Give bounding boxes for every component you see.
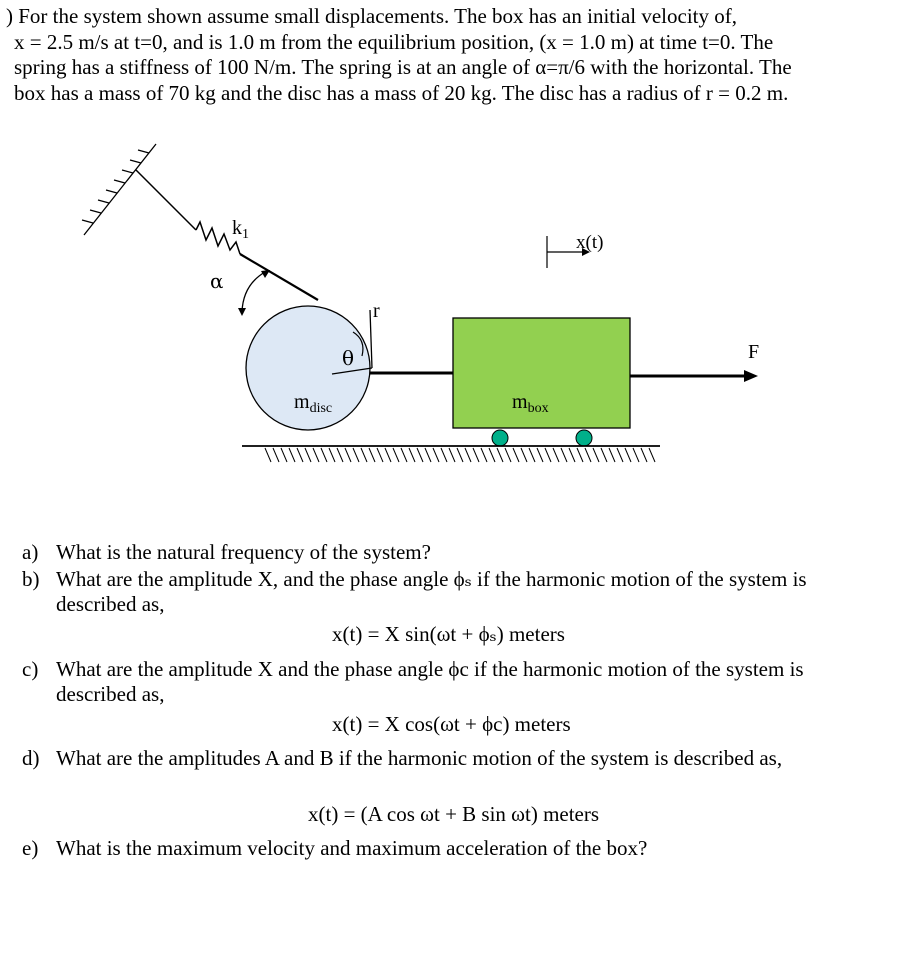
displacement-label: x(t) (576, 232, 604, 253)
question-label: e) (22, 836, 39, 860)
fixed-wall (82, 144, 156, 235)
question-label: b) (22, 567, 40, 591)
question-label: d) (22, 746, 40, 770)
question-text: What are the amplitudes A and B if the harmonic motion of the system is described as, (56, 746, 783, 770)
force-label: F (748, 341, 760, 363)
spring-k1 (136, 170, 318, 300)
equation-sin-form: x(t) = X sin(ωt + ϕₛ) meters (332, 622, 565, 646)
question-text: What is the natural frequency of the system? (56, 540, 431, 564)
spring-label: $k_1$ (232, 217, 249, 242)
equation-cos-form: x(t) = X cos(ωt + ϕc) meters (332, 712, 571, 736)
box-mass-label: $m_{box}$ (512, 391, 549, 416)
question-text: What are the amplitude X, and the phase angle ϕₛ if the harmonic motion of the system is (56, 567, 807, 591)
disc-mass-label: $m_{disc}$ (294, 391, 333, 416)
force-arrow-head (744, 370, 758, 382)
angle-arrow-down (238, 308, 246, 316)
angle-label: α (210, 269, 224, 293)
question-label: a) (22, 540, 39, 564)
problem-statement (0, 4, 900, 106)
box-wheel-left (492, 430, 508, 446)
question-text: What are the amplitude X and the phase angle ϕc if the harmonic motion of the system is (56, 657, 804, 681)
angle-arc (242, 272, 265, 312)
question-text: What is the maximum velocity and maximum acceleration of the box? (56, 836, 648, 860)
radius-label: r (373, 300, 380, 322)
problem-line-2: x = 2.5 m/s at t=0, and is 1.0 m from the equilibrium position, (x = 1.0 m) at time t=0. The (14, 29, 774, 54)
disc-radius-line (370, 310, 372, 368)
problem-line-3: spring has a stiffness of 100 N/m. The spring is at an angle of α=π/6 with the horizontal. The (14, 55, 792, 79)
question-text-cont: described as, (56, 592, 165, 616)
system-diagram (60, 130, 760, 470)
box-wheel-right (576, 430, 592, 446)
equation-ab-form: x(t) = (A cos ωt + B sin ωt) meters (308, 802, 600, 826)
problem-line-1: ) For the system shown assume small displacements. The box has an initial velocity of, (6, 4, 737, 28)
theta-label: θ (342, 346, 355, 370)
ground (242, 446, 660, 462)
problem-line-4: box has a mass of 70 kg and the disc has a mass of 20 kg. The disc has a radius of r = 0.2 m. (14, 80, 789, 105)
question-label: c) (22, 657, 39, 681)
question-text-cont: described as, (56, 682, 165, 706)
